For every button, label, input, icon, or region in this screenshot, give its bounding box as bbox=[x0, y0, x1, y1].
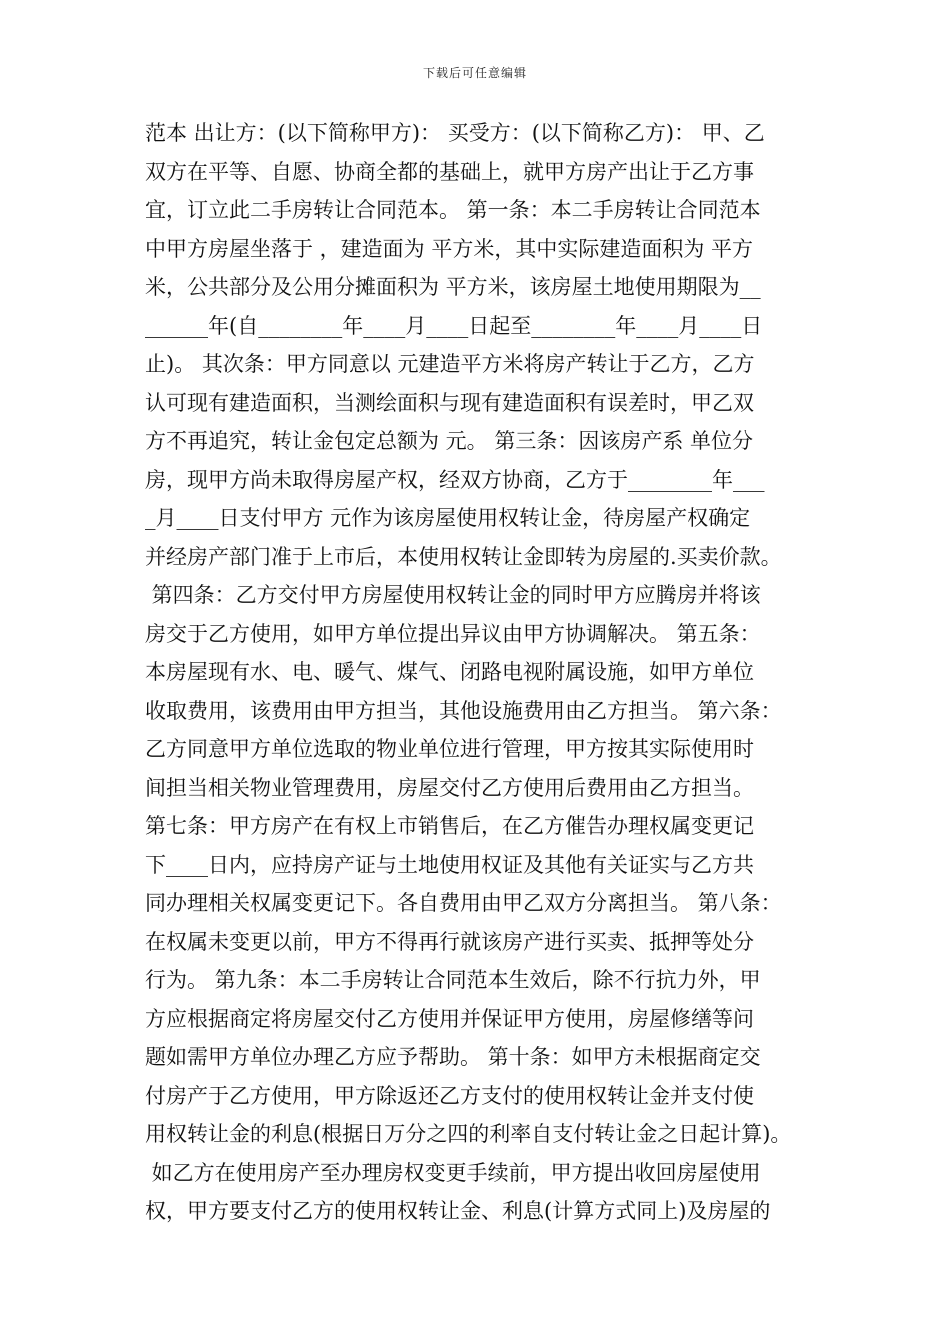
text-line: 间担当相关物业管理费用，房屋交付乙方使用后费用由乙方担当。 bbox=[145, 775, 754, 800]
text-line: 付房产于乙方使用，甲方除返还乙方支付的使用权转让金并支付使 bbox=[145, 1083, 754, 1108]
text-line: 乙方同意甲方单位选取的物业单位进行管理，甲方按其实际使用时 bbox=[145, 737, 754, 761]
text-line: 止)。 其次条：甲方同意以 元建造平方米将房产转让于乙方，乙方 bbox=[145, 352, 755, 376]
text-line: 第四条：乙方交付甲方房屋使用权转让金的同时甲方应腾房并将该 bbox=[145, 583, 761, 607]
text-line: 同办理相关权属变更记下。各自费用由甲乙双方分离担当。 第八条： bbox=[145, 891, 782, 915]
text-line: 如乙方在使用房产至办理房权变更手续前，甲方提出收回房屋使用 bbox=[145, 1160, 761, 1185]
text-line: 米，公共部分及公用分摊面积为 平方米，该房屋土地使用期限为__ bbox=[145, 275, 761, 299]
text-line: ______年(自________年____月____日起至________年____月____日 bbox=[145, 313, 763, 338]
text-line: 权，甲方要支付乙方的使用权转让金、利息(计算方式同上)及房屋的 bbox=[145, 1199, 771, 1223]
text-line: 方应根据商定将房屋交付乙方使用并保证甲方使用，房屋修缮等问 bbox=[145, 1006, 754, 1031]
text-line: 收取费用，该费用由甲方担当，其他设施费用由乙方担当。 第六条： bbox=[145, 698, 782, 723]
text-line: 宜，订立此二手房转让合同范本。 第一条：本二手房转让合同范本 bbox=[145, 198, 761, 222]
text-line: 范本 出让方：(以下简称甲方)： 买受方：(以下简称乙方)： 甲、乙 bbox=[145, 121, 765, 145]
page-header: 下载后可任意编辑 bbox=[422, 66, 527, 80]
text-line: 认可现有建造面积，当测绘面积与现有建造面积有误差时，甲乙双 bbox=[145, 390, 754, 415]
text-line: 下____日内，应持房产证与土地使用权证及其他有关证实与乙方共 bbox=[145, 852, 754, 877]
text-line: 行为。 第九条：本二手房转让合同范本生效后，除不行抗力外，甲 bbox=[145, 968, 761, 992]
text-line: 本房屋现有水、电、暖气、煤气、闭路电视附属设施，如甲方单位 bbox=[145, 660, 754, 684]
text-line: _月____日支付甲方 元作为该房屋使用权转让金，待房屋产权确定 bbox=[145, 506, 751, 530]
document-body bbox=[145, 114, 810, 1231]
text-line: 中甲方房屋坐落于 ，建造面为 平方米，其中实际建造面积为 平方 bbox=[145, 236, 754, 261]
text-line: 方不再追究，转让金包定总额为 元。 第三条：因该房产系 单位分 bbox=[145, 429, 754, 453]
text-line: 用权转让金的利息(根据日万分之四的利率自支付转让金之日起计算)。 bbox=[145, 1122, 792, 1146]
text-line: 第七条：甲方房产在有权上市销售后，在乙方催告办理权属变更记 bbox=[145, 814, 754, 838]
text-line: 房，现甲方尚未取得房屋产权，经双方协商，乙方于________年___ bbox=[145, 467, 765, 492]
text-line: 在权属未变更以前，甲方不得再行就该房产进行买卖、抵押等处分 bbox=[145, 929, 754, 954]
text-line: 题如需甲方单位办理乙方应予帮助。 第十条：如甲方未根据商定交 bbox=[145, 1045, 761, 1069]
text-line: 房交于乙方使用，如甲方单位提出异议由甲方协调解决。 第五条： bbox=[145, 621, 761, 646]
text-line: 并经房产部门准于上市后，本使用权转让金即转为房屋的.买卖价款。 bbox=[145, 544, 782, 569]
text-line: 双方在平等、自愿、协商全都的基础上，就甲方房产出让于乙方事 bbox=[145, 159, 754, 184]
